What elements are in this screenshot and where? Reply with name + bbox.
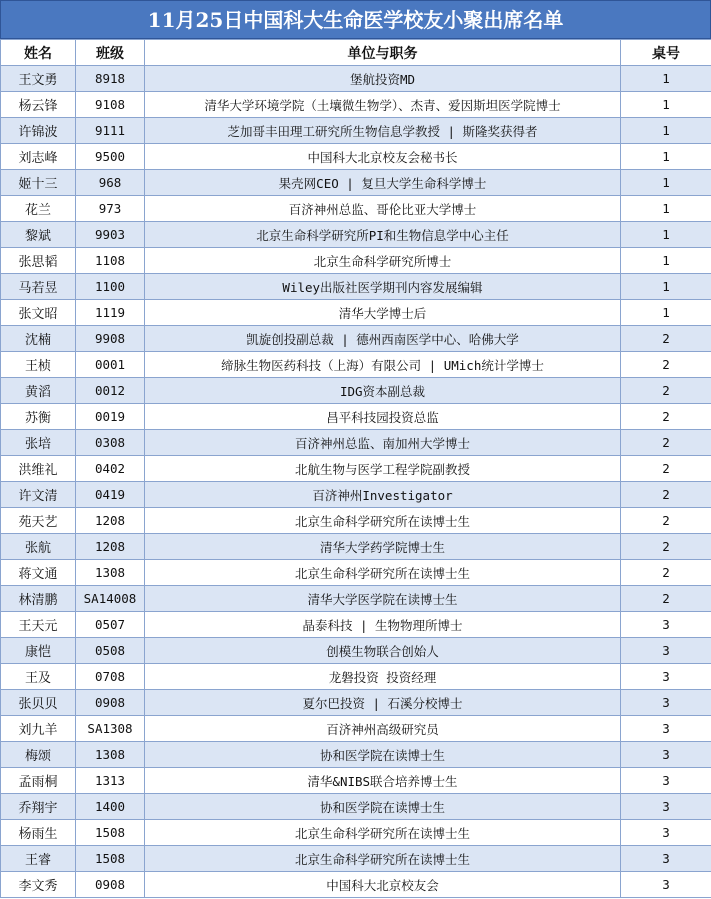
cell-name: 王文勇 [1,66,76,92]
cell-table: 3 [621,846,711,872]
table-row [1,612,711,638]
cell-table: 2 [621,404,711,430]
table-row [1,560,711,586]
cell-name: 花兰 [1,196,76,222]
sheet-title: 11月25日中国科大生命医学校友小聚出席名单 [0,0,711,39]
cell-position: 协和医学院在读博士生 [145,794,621,820]
cell-position: 北京生命科学研究所博士 [145,248,621,274]
table-row [1,404,711,430]
cell-class: 0308 [76,430,145,456]
cell-table: 3 [621,612,711,638]
cell-table: 2 [621,430,711,456]
cell-position: 百济神州高级研究员 [145,716,621,742]
cell-position: Wiley出版社医学期刊内容发展编辑 [145,274,621,300]
cell-position: 清华大学药学院博士生 [145,534,621,560]
header-name: 姓名 [1,40,76,66]
attendee-table [0,39,711,898]
cell-table: 2 [621,508,711,534]
cell-table: 2 [621,378,711,404]
cell-table: 3 [621,638,711,664]
cell-name: 杨云锋 [1,92,76,118]
cell-name: 姬十三 [1,170,76,196]
cell-name: 张思韬 [1,248,76,274]
table-row [1,742,711,768]
cell-name: 张培 [1,430,76,456]
cell-class: 1208 [76,508,145,534]
table-row [1,820,711,846]
cell-class: 1308 [76,742,145,768]
cell-table: 2 [621,326,711,352]
table-row [1,66,711,92]
table-row [1,170,711,196]
cell-table: 3 [621,742,711,768]
cell-position: 清华大学环境学院（土壤微生物学）、杰青、爱因斯坦医学院博士 [145,92,621,118]
table-row [1,690,711,716]
cell-table: 1 [621,248,711,274]
cell-table: 1 [621,222,711,248]
cell-position: 清华大学医学院在读博士生 [145,586,621,612]
table-row [1,768,711,794]
cell-position: 堡航投资MD [145,66,621,92]
cell-class: 9111 [76,118,145,144]
cell-table: 3 [621,872,711,898]
cell-class: 0708 [76,664,145,690]
cell-class: 1208 [76,534,145,560]
cell-table: 3 [621,664,711,690]
cell-table: 1 [621,274,711,300]
cell-position: 龙磐投资 投资经理 [145,664,621,690]
cell-class: 1100 [76,274,145,300]
cell-class: 1119 [76,300,145,326]
cell-table: 1 [621,196,711,222]
header-table: 桌号 [621,40,711,66]
cell-name: 刘九羊 [1,716,76,742]
table-row [1,378,711,404]
cell-position: 北京生命科学研究所PI和生物信息学中心主任 [145,222,621,248]
cell-position: 北京生命科学研究所在读博士生 [145,508,621,534]
cell-position: 凯旋创投副总裁 | 德州西南医学中心、哈佛大学 [145,326,621,352]
cell-name: 李文秀 [1,872,76,898]
cell-position: 北京生命科学研究所在读博士生 [145,560,621,586]
cell-table: 1 [621,66,711,92]
cell-name: 许文清 [1,482,76,508]
header-class: 班级 [76,40,145,66]
cell-name: 王及 [1,664,76,690]
table-row [1,92,711,118]
cell-position: 中国科大北京校友会 [145,872,621,898]
cell-class: 9908 [76,326,145,352]
table-row [1,248,711,274]
cell-name: 乔翔宇 [1,794,76,820]
table-row [1,534,711,560]
table-row [1,430,711,456]
table-row [1,638,711,664]
cell-class: 968 [76,170,145,196]
cell-name: 许锦波 [1,118,76,144]
table-row [1,482,711,508]
cell-position: 清华大学博士后 [145,300,621,326]
cell-table: 2 [621,456,711,482]
cell-class: SA1308 [76,716,145,742]
cell-table: 2 [621,560,711,586]
cell-name: 康恺 [1,638,76,664]
cell-table: 3 [621,690,711,716]
cell-name: 王桢 [1,352,76,378]
table-row [1,144,711,170]
cell-name: 张文昭 [1,300,76,326]
table-body [1,66,711,898]
table-row [1,664,711,690]
cell-position: 百济神州Investigator [145,482,621,508]
table-row [1,794,711,820]
cell-position: 协和医学院在读博士生 [145,742,621,768]
table-row [1,196,711,222]
cell-table: 1 [621,92,711,118]
cell-name: 沈楠 [1,326,76,352]
cell-class: 0019 [76,404,145,430]
cell-class: 1508 [76,820,145,846]
cell-position: 昌平科技园投资总监 [145,404,621,430]
cell-table: 2 [621,534,711,560]
cell-position: 北京生命科学研究所在读博士生 [145,820,621,846]
cell-class: 0908 [76,690,145,716]
table-row [1,274,711,300]
table-header-row [1,40,711,66]
cell-position: 百济神州总监、哥伦比亚大学博士 [145,196,621,222]
cell-position: 北航生物与医学工程学院副教授 [145,456,621,482]
cell-class: 1400 [76,794,145,820]
cell-class: 1308 [76,560,145,586]
cell-position: 中国科大北京校友会秘书长 [145,144,621,170]
cell-class: SA14008 [76,586,145,612]
cell-name: 黄滔 [1,378,76,404]
cell-table: 2 [621,352,711,378]
table-row [1,118,711,144]
cell-position: 北京生命科学研究所在读博士生 [145,846,621,872]
cell-position: 夏尔巴投资 | 石溪分校博士 [145,690,621,716]
cell-name: 王天元 [1,612,76,638]
table-row [1,352,711,378]
cell-class: 8918 [76,66,145,92]
cell-class: 973 [76,196,145,222]
cell-name: 苏衡 [1,404,76,430]
cell-name: 杨雨生 [1,820,76,846]
cell-name: 梅颂 [1,742,76,768]
cell-class: 1508 [76,846,145,872]
cell-name: 张航 [1,534,76,560]
cell-class: 9903 [76,222,145,248]
table-row [1,846,711,872]
cell-name: 苑天艺 [1,508,76,534]
cell-name: 马若昱 [1,274,76,300]
cell-table: 1 [621,118,711,144]
cell-class: 9500 [76,144,145,170]
cell-position: 缔脉生物医药科技（上海）有限公司 | UMich统计学博士 [145,352,621,378]
cell-name: 孟雨桐 [1,768,76,794]
cell-table: 1 [621,300,711,326]
cell-position: IDG资本副总裁 [145,378,621,404]
cell-position: 清华&NIBS联合培养博士生 [145,768,621,794]
cell-position: 晶泰科技 | 生物物理所博士 [145,612,621,638]
cell-name: 王睿 [1,846,76,872]
table-row [1,222,711,248]
cell-class: 0507 [76,612,145,638]
cell-name: 林清鹏 [1,586,76,612]
cell-name: 张贝贝 [1,690,76,716]
cell-table: 3 [621,768,711,794]
cell-table: 1 [621,144,711,170]
cell-table: 2 [621,586,711,612]
cell-class: 0908 [76,872,145,898]
cell-name: 黎斌 [1,222,76,248]
cell-class: 0508 [76,638,145,664]
table-row [1,326,711,352]
cell-name: 蒋文通 [1,560,76,586]
cell-table: 3 [621,820,711,846]
table-row [1,456,711,482]
table-row [1,508,711,534]
cell-table: 3 [621,794,711,820]
header-position: 单位与职务 [145,40,621,66]
cell-position: 百济神州总监、南加州大学博士 [145,430,621,456]
table-row [1,300,711,326]
cell-class: 0001 [76,352,145,378]
cell-table: 3 [621,716,711,742]
cell-name: 刘志峰 [1,144,76,170]
table-row [1,872,711,898]
cell-class: 1313 [76,768,145,794]
cell-class: 0012 [76,378,145,404]
cell-position: 创模生物联合创始人 [145,638,621,664]
cell-class: 9108 [76,92,145,118]
table-row [1,586,711,612]
table-row [1,716,711,742]
cell-table: 2 [621,482,711,508]
cell-position: 果壳网CEO | 复旦大学生命科学博士 [145,170,621,196]
cell-name: 洪维礼 [1,456,76,482]
cell-position: 芝加哥丰田理工研究所生物信息学教授 | 斯隆奖获得者 [145,118,621,144]
cell-class: 0419 [76,482,145,508]
cell-table: 1 [621,170,711,196]
cell-class: 1108 [76,248,145,274]
cell-class: 0402 [76,456,145,482]
